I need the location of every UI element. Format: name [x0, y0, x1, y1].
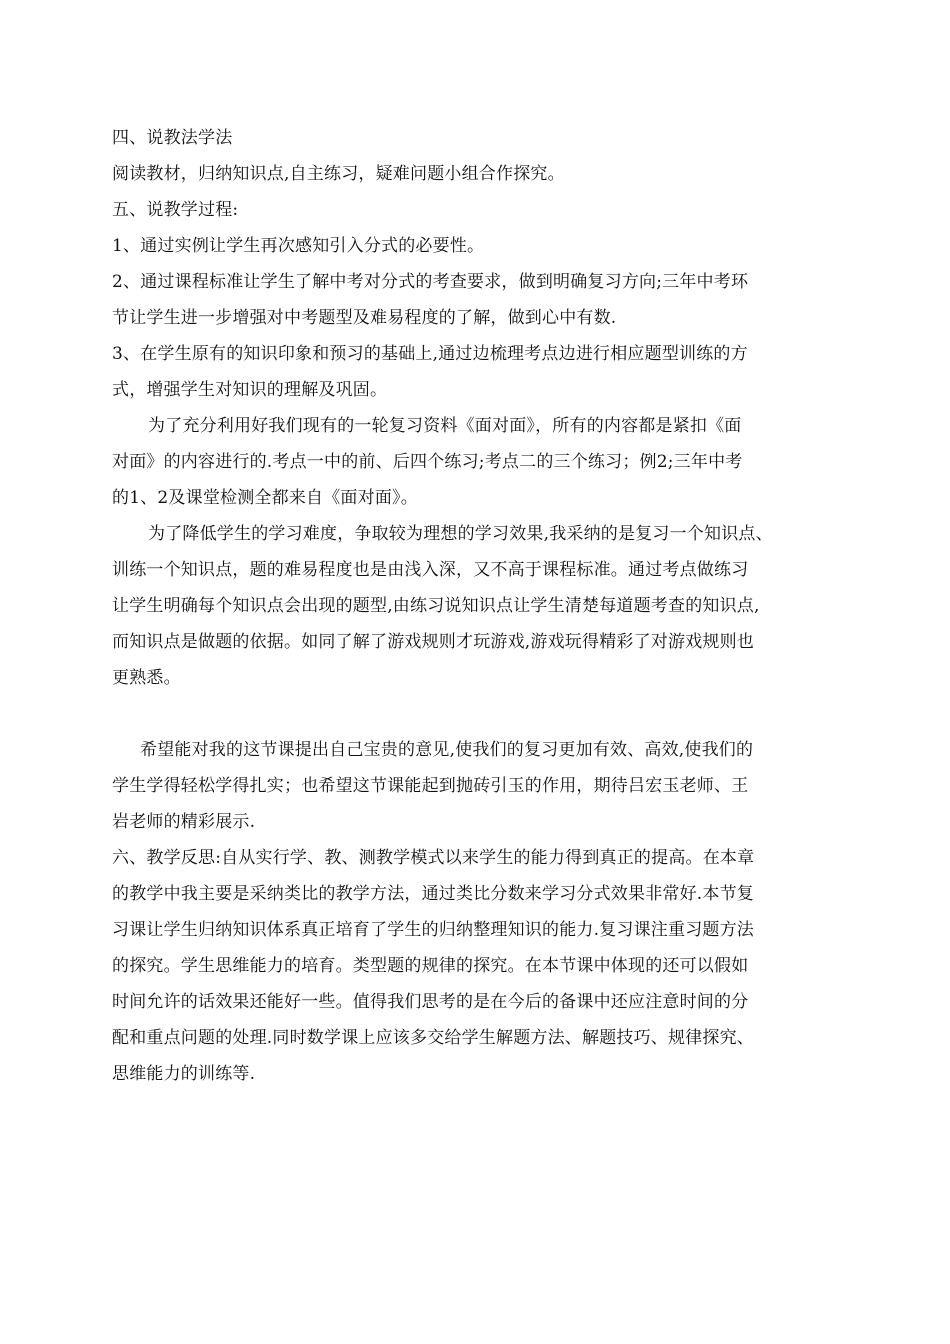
reflection-line-4: 的探究。学生思维能力的培育。类型题的规律的探究。在本节课中体现的还可以假如 — [112, 956, 749, 976]
reflection-line-3: 习课让学生归纳知识体系真正培育了学生的归纳整理知识的能力.复习课注重习题方法 — [112, 920, 755, 940]
process-paragraph-1-line-2: 对面》的内容进行的.考点一中的前、后四个练习;考点二的三个练习；例2;三年中考 — [112, 452, 743, 472]
section-heading-process: 五、说教学过程: — [112, 200, 239, 220]
process-item-2-line-1: 2、通过课程标准让学生了解中考对分式的考查要求，做到明确复习方向;三年中考环 — [112, 272, 749, 292]
closing-line-3: 岩老师的精彩展示. — [112, 812, 256, 832]
process-paragraph-2-line-2: 训练一个知识点，题的难易程度也是由浅入深，又不高于课程标准。通过考点做练习 — [112, 560, 749, 580]
reflection-line-5: 时间允许的话效果还能好一些。值得我们思考的是在今后的备课中还应注意时间的分 — [112, 992, 749, 1012]
process-paragraph-2-line-3: 让学生明确每个知识点会出现的题型,由练习说知识点让学生清楚每道题考查的知识点, — [112, 596, 760, 616]
process-item-3-line-2: 式，增强学生对知识的理解及巩固。 — [112, 380, 388, 400]
process-paragraph-1-line-1: 为了充分利用好我们现有的一轮复习资料《面对面》，所有的内容都是紧扣《面 — [148, 416, 742, 436]
reflection-line-1: 六、教学反思:自从实行学、教、测教学模式以来学生的能力得到真正的提高。在本章 — [112, 848, 755, 868]
reflection-line-7: 思维能力的训练等. — [112, 1064, 256, 1084]
closing-line-1: 希望能对我的这节课提出自己宝贵的意见,使我们的复习更加有效、高效,使我们的 — [140, 740, 754, 760]
section-heading-methods: 四、说教法学法 — [112, 128, 233, 148]
process-item-3-line-1: 3、在学生原有的知识印象和预习的基础上,通过边梳理考点边进行相应题型训练的方 — [112, 344, 748, 364]
process-paragraph-2-line-5: 更熟悉。 — [112, 668, 181, 688]
process-item-1: 1、通过实例让学生再次感知引入分式的必要性。 — [112, 236, 485, 256]
blank-line — [112, 696, 842, 732]
process-paragraph-1-line-3: 的1、2及课堂检测全都来自《面对面》。 — [112, 488, 418, 508]
process-item-2-line-2: 节让学生进一步增强对中考题型及难易程度的了解，做到心中有数. — [112, 308, 617, 328]
process-paragraph-2-line-4: 而知识点是做题的依据。如同了解了游戏规则才玩游戏,游戏玩得精彩了对游戏规则也 — [112, 632, 755, 652]
methods-text: 阅读教材，归纳知识点,自主练习，疑难问题小组合作探究。 — [112, 164, 565, 184]
closing-line-2: 学生学得轻松学得扎实；也希望这节课能起到抛砖引玉的作用，期待吕宏玉老师、王 — [112, 776, 749, 796]
process-paragraph-2-line-1: 为了降低学生的学习难度，争取较为理想的学习效果,我采纳的是复习一个知识点、 — [148, 524, 773, 544]
reflection-line-6: 配和重点问题的处理.同时数学课上应该多交给学生解题方法、解题技巧、规律探究、 — [112, 1028, 755, 1048]
reflection-line-2: 的教学中我主要是采纳类比的教学方法，通过类比分数来学习分式效果非常好.本节复 — [112, 884, 755, 904]
document-page — [112, 120, 842, 1092]
